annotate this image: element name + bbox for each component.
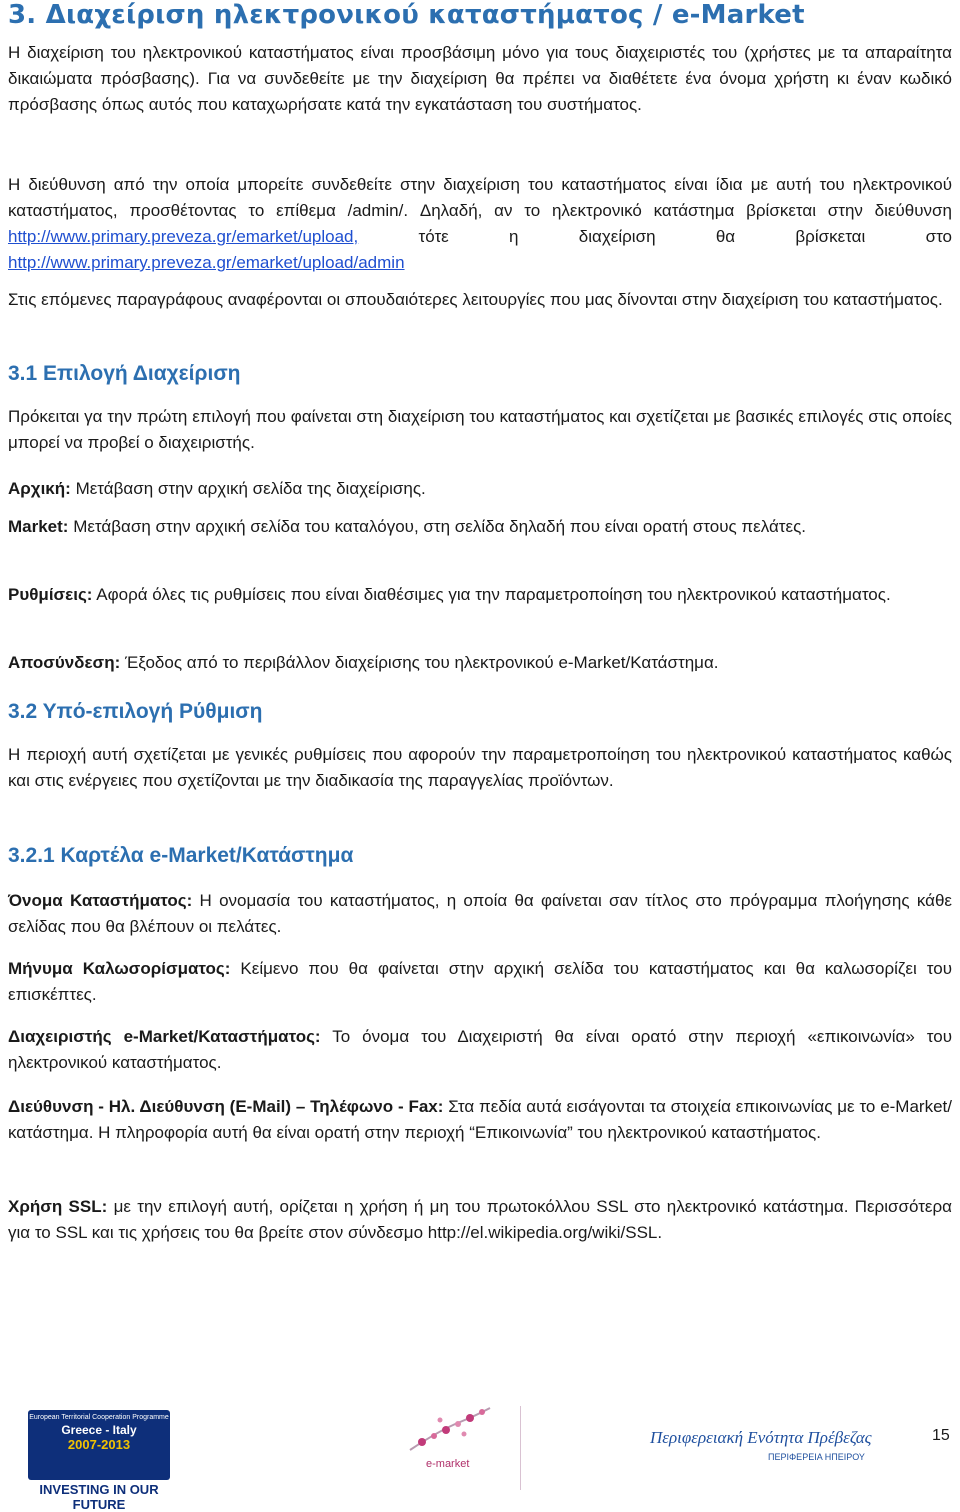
- store-url-link[interactable]: http://www.primary.preveza.gr/emarket/upload,: [8, 227, 359, 246]
- s321-item-ssl: Χρήση SSL: με την επιλογή αυτή, ορίζεται η χρήση ή μη του πρωτοκόλλου SSL στο ηλεκτρονικό κατάστημα. Περισσότερα για το SSL και τις χρήσεις του θα βρείτε στον σύνδεσμο http://el.wikipedia.org/wiki/SSL.: [8, 1197, 952, 1242]
- flower-branch-icon: [400, 1400, 500, 1460]
- region-logo-name: Περιφερειακή Ενότητα Πρέβεζας: [650, 1428, 872, 1447]
- subsection-3-2: [8, 700, 952, 724]
- eu-programme-logo: European Territorial Cooperation Programme Greece - Italy 2007-2013 INVESTING IN OUR FUTURE: [28, 1410, 170, 1480]
- s321-item-admin: Διαχειριστής e-Market/Καταστήματος: Το όνομα του Διαχειριστή θα είναι ορατό στην περιοχή «επικοινωνία» του ηλεκτρονικού καταστήματος.: [8, 1027, 952, 1072]
- s31-item-logout: Αποσύνδεση: Έξοδος από το περιβάλλον διαχείρισης του ηλεκτρονικού e-Market/Κατάστημα.: [8, 653, 719, 672]
- intro-paragraph: Η διαχείριση του ηλεκτρονικού καταστήματος είναι προσβάσιμη μόνο για τους διαχειριστές του (χρήστες με τα απαραίτητα δικαιώματα πρόσβασης). Για να συνδεθείτε με την διαχείριση θα πρέπει να διαθέτετε ένα όνομα χρήστη κι έναν κωδικό πρόσβασης όπως αυτός που καταχωρήσατε κατά την εγκατάσταση του συστήματος.: [8, 43, 952, 114]
- address-paragraph: Η διεύθυνση από την οποία μπορείτε συνδεθείτε στην διαχείριση του καταστήματος είναι ίδια με αυτή του ηλεκτρονικού καταστήματος, προσθέτοντας το επίθεμα /admin/. Δηλαδή, αν το ηλεκτρονικό κατάστημα βρίσκεται στην διεύθυνση http://www.primary.preveza.gr/emarket/upload, τότε η διαχείριση θα βρίσκεται στο http://www.primary.preveza.gr/emarket/upload/admin: [8, 175, 952, 272]
- s321-item-welcome: Μήνυμα Καλωσορίσματος: Κείμενο που θα φαίνεται στην αρχική σελίδα του καταστήματος και θα καλωσορίζει του επισκέπτες.: [8, 959, 952, 1004]
- subsection-title: 3.1 Επιλογή Διαχείριση: [8, 362, 241, 385]
- s31-item-settings: Ρυθμίσεις: Αφορά όλες τις ρυθμίσεις που είναι διαθέσιμες για την παραμετροποίηση του ηλεκτρονικού καταστήματος.: [8, 585, 891, 604]
- section-heading: 3. Διαχείριση ηλεκτρονικού καταστήματος / e-Market: [8, 0, 805, 30]
- subsection-3-2-1: [8, 844, 952, 868]
- page-number: 15: [932, 1427, 950, 1444]
- subsection-title: 3.2.1 Καρτέλα e-Market/Κατάστημα: [8, 844, 354, 867]
- subsection-title: 3.2 Υπό-επιλογή Ρύθμιση: [8, 700, 263, 723]
- next-paragraph: Στις επόμενες παραγράφους αναφέρονται οι σπουδαιότερες λειτουργίες που μας δίνονται στην διαχείριση του καταστήματος.: [8, 290, 943, 309]
- s321-item-contact: Διεύθυνση - Ηλ. Διεύθυνση (E-Mail) – Τηλέφωνο - Fax: Στα πεδία αυτά εισάγονται τα στοιχεία επικοινωνίας με το e-Market/κατάστημα. Η πληροφορία αυτή θα είναι ορατή στην περιοχή “Επικοινωνία” του ηλεκτρονικού καταστήματος.: [8, 1097, 952, 1142]
- s31-intro: Πρόκειται γα την πρώτη επιλογή που φαίνεται στη διαχείριση του καταστήματος και σχετίζεται με βασικές επιλογές στις οποίες μπορεί να προβεί ο διαχειριστής.: [8, 407, 952, 452]
- footer-divider: [520, 1406, 521, 1490]
- subsection-3-1: [8, 362, 952, 386]
- s31-item-home: Αρχική: Μετάβαση στην αρχική σελίδα της διαχείρισης.: [8, 479, 426, 498]
- s321-item-store-name: Όνομα Καταστήματος: Η ονομασία του καταστήματος, η οποία θα φαίνεται σαν τίτλος στο πρόγραμμα πλοήγησης κάθε σελίδας που θα βλέπουν οι πελάτες.: [8, 891, 952, 936]
- admin-url-link[interactable]: http://www.primary.preveza.gr/emarket/upload/admin: [8, 253, 405, 272]
- s31-item-market: Market: Μετάβαση στην αρχική σελίδα του καταλόγου, στη σελίδα δηλαδή που είναι ορατή στους πελάτες.: [8, 517, 806, 536]
- emarket-logo: e-market: [400, 1400, 500, 1480]
- s32-intro: Η περιοχή αυτή σχετίζεται με γενικές ρυθμίσεις που αφορούν την παραμετροποίηση του ηλεκτρονικού καταστήματος καθώς και στις ενέργειες που σχετίζονται με την διαδικασία της παραγγελίας προϊόντων.: [8, 745, 952, 790]
- region-logo-sub: ΠΕΡΙΦΕΡΕΙΑ ΗΠΕΙΡΟΥ: [768, 1452, 865, 1462]
